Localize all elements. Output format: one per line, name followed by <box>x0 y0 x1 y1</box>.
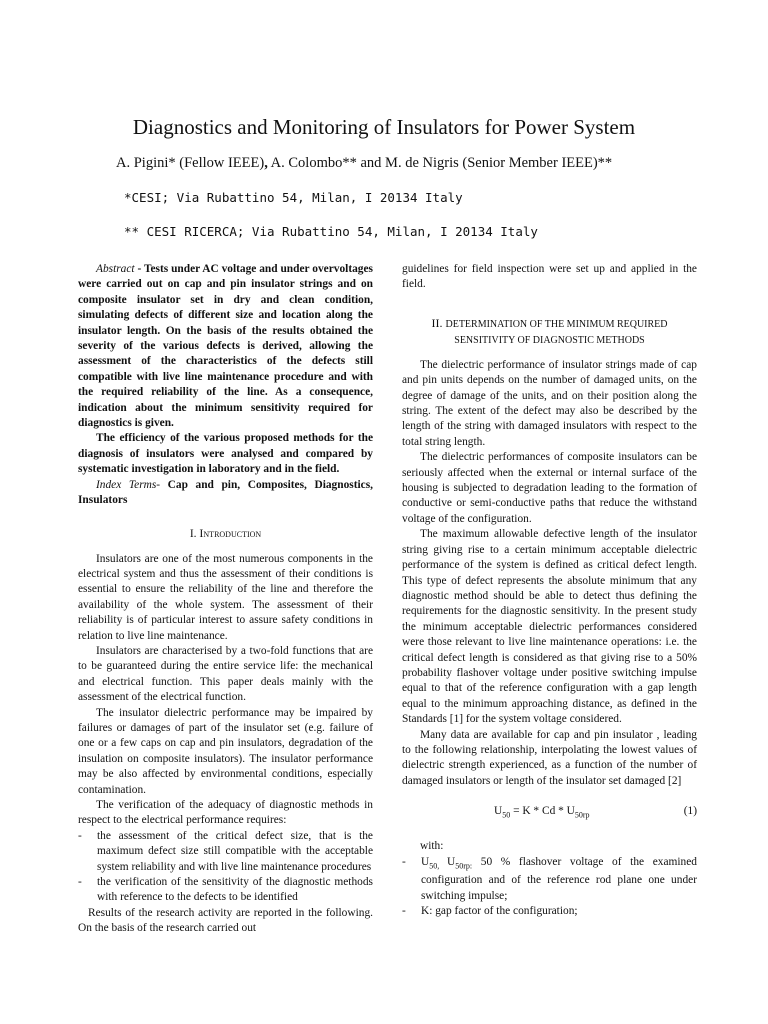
section-number: II. <box>431 315 446 330</box>
affiliation-cesi: *CESI; Via Rubattino 54, Milan, I 20134 Italy <box>124 190 463 205</box>
equation-body <box>494 804 590 823</box>
body-paragraph: The maximum allowable defective length of the insulator string giving rise to a certain minimum acceptable dielectric performance of the system is defined as critical defect length. This type of defect represents the absolute minimum that any diagnostic method should be able to detect thus defining the requirements for the diagnostic sensitivity. In the present study the minimum acceptable dielectric performances considered were those relevant to live line maintenance operations: i.e. the critical defect length is considered as that giving rise to a 50% probability flashover voltage under positive switching impulse equal to that of the reference configuration with a gap length equal to the minimum approaching distance, as defined in the Standards [1] for the system voltage considered. <box>402 528 697 726</box>
section-number: I. <box>189 527 200 540</box>
eq-lhs: U <box>494 805 503 818</box>
author-list <box>116 153 612 173</box>
def-symbol: U <box>447 855 456 868</box>
body-paragraph: The dielectric performances of composite insulators can be seriously affected when the external or internal surface of the housing is subjected to degradation leading to the formation of conductive or semi-conductive paths that reduce the withstand voltage of the configuration. <box>402 451 697 525</box>
eq-lhs-subscript: 50 <box>502 810 511 820</box>
paper-title: Diagnostics and Monitoring of Insulators for Power System <box>132 115 636 139</box>
left-column <box>78 262 373 937</box>
right-column <box>402 262 697 920</box>
section-title-line-1: DETERMINATION OF THE MINIMUM REQUIRED <box>445 318 668 330</box>
def-symbol: U <box>421 855 430 868</box>
def-subscript: 50, <box>429 860 448 870</box>
body-paragraph: Results of the research activity are reported in the following. On the basis of the research carried out <box>78 906 373 935</box>
body-paragraph: The verification of the adequacy of diagnostic methods in respect to the electrical performance requires: <box>78 799 373 827</box>
body-paragraph: Insulators are one of the most numerous components in the electrical system and thus the assessment of their conditions is essential to ensure the reliability of the line and therefore the availability of the whole system. The assessment of their reliability is of particular interest to assure safety conditions in relation to live line maintenance. <box>78 552 373 642</box>
abstract-paragraph <box>78 262 373 431</box>
requirements-list <box>78 829 373 906</box>
definition-list <box>402 855 697 920</box>
abstract-paragraph-2: The efficiency of the various proposed methods for the diagnosis of insulators were analysed and compared by systematic investigation in laboratory and in the field. <box>78 432 373 476</box>
body-paragraph: Insulators are characterised by a two-fold functions that are to be guaranteed during the entire service life: the mechanical and electrical function. This paper deals mainly with the assessment of the electrical function. <box>78 644 373 704</box>
def-text: 50 % flashover voltage of the examined configuration and of the reference rod plane one under switching impulse; <box>421 855 697 902</box>
with-label: with: <box>420 840 444 853</box>
author-others: A. Colombo** and M. de Nigris (Senior Member IEEE)** <box>267 155 613 171</box>
body-paragraph: The insulator dielectric performance may be impaired by failures or damages of part of the insulator set (e.g. failure of one or a few caps on cap and pin insulators, degradation of the insulation on composite insulators). The insulator performance may be also affected by environmental conditions, especially contamination. <box>78 706 373 796</box>
list-item: - K: gap factor of the configuration; <box>402 904 697 919</box>
author-separator: , <box>264 155 268 171</box>
section-heading-introduction <box>78 526 373 542</box>
section-title-line-2: SENSITIVITY OF DIAGNOSTIC <box>454 334 594 346</box>
list-item <box>402 855 697 905</box>
section-title-line-2-end: METHODS <box>593 334 645 346</box>
body-paragraph: The dielectric performance of insulator strings made of cap and pin units depends on the number of damaged units, on the degree of damage of the units, and on their position along the string. The extent of the defect may also be described by the length of the string with damaged insulators with respect to the total string length. <box>402 358 697 448</box>
equation-1 <box>402 801 697 823</box>
index-terms <box>78 478 373 509</box>
section-title: Introduction <box>199 525 262 540</box>
abstract-label: Abstract <box>96 263 135 275</box>
body-paragraph: Many data are available for cap and pin insulator , leading to the following relationship, interpolating the lowest values of dielectric strength experienced, as a function of the number of damaged insulators or length of the insulator set damaged [2] <box>402 728 697 787</box>
list-item: - the assessment of the critical defect size, that is the maximum defect size still compatible with the acceptable system reliability and with live line maintenance procedures <box>78 829 373 875</box>
index-terms-list: Cap and pin, Composites, Diagnostics, Insulators <box>78 478 374 507</box>
eq-middle: = K * Cd * U <box>510 805 575 818</box>
equation-number: (1) <box>683 805 697 818</box>
affiliation-cesi-ricerca: ** CESI RICERCA; Via Rubattino 54, Milan, I 20134 Italy <box>124 224 538 239</box>
body-paragraph: guidelines for field inspection were set up and applied in the field. <box>402 263 697 291</box>
list-item: - the verification of the sensitivity of the diagnostic methods with reference to the defects to be identified <box>78 875 373 906</box>
index-terms-label: Index Terms- <box>96 478 161 491</box>
abstract-separator: - <box>134 263 144 275</box>
eq-rhs-subscript: 50rp <box>574 810 590 820</box>
section-heading-minimum-sensitivity <box>402 315 697 349</box>
author-pigini: A. Pigini* (Fellow IEEE) <box>116 155 265 171</box>
abstract-text: Tests under AC voltage and under overvoltages were carried out on cap and pin insulator strings and on composite insulator set in dry and clean condition, simulating defects of different size and location along the insulator length. On the basis of the results obtained the severity of the various defects is derived, allowing the assessment of the characteristics of the defects still compatible with live line maintenance procedure and with the required reliability of the line. As a consequence, indication about the minimum sensitivity required for diagnostics is given. <box>78 263 373 430</box>
def-subscript: 50rp: <box>455 860 473 870</box>
